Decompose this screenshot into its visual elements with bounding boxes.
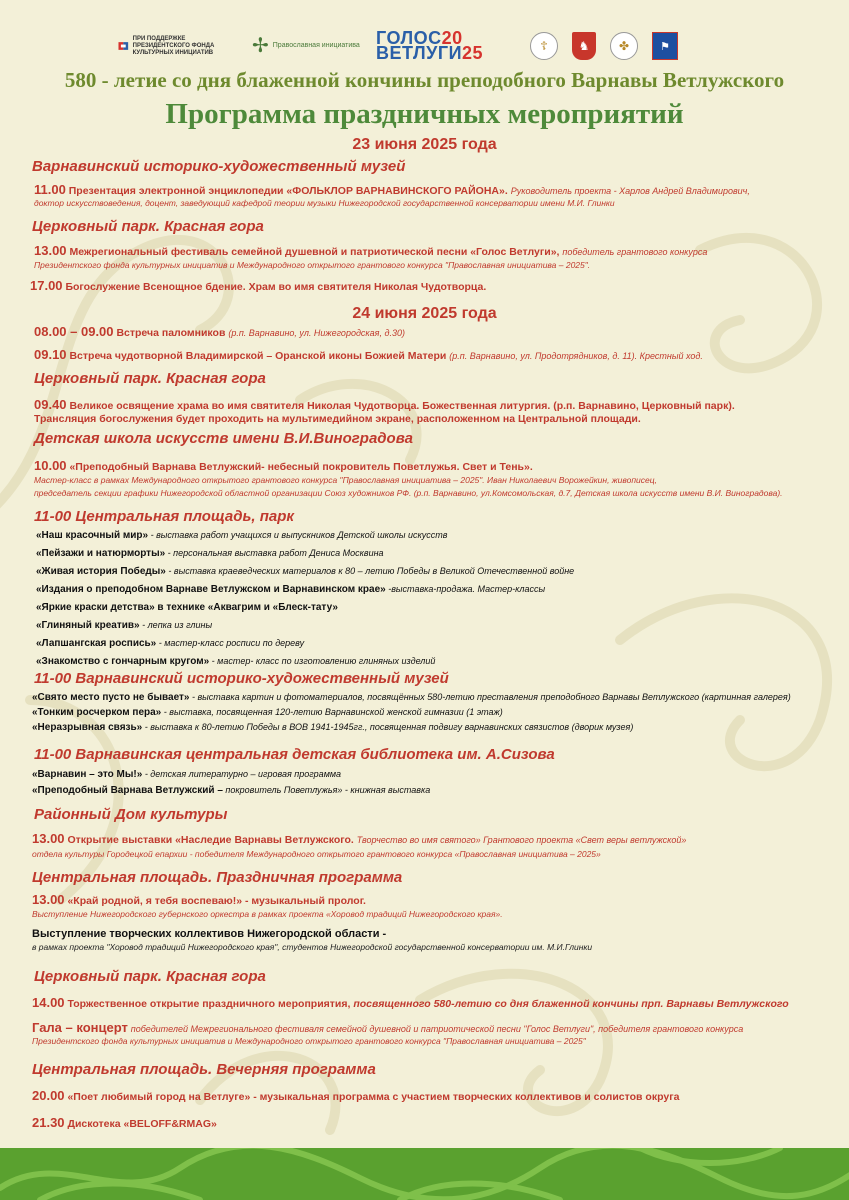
event-note: (р.п. Варнавино, ул. Продотрядников, д. 11). Крестный ход.: [449, 351, 703, 361]
event-time: 08.00 – 09.00: [34, 324, 114, 339]
event-text: «Поет любимый город на Ветлуге» - музыкальная программа с участием творческих коллективов и солистов округа: [67, 1091, 680, 1103]
day2-event-10: [32, 1088, 679, 1103]
day2-event-5: [32, 831, 686, 846]
event-time: 10.00: [34, 458, 67, 473]
exhibition-desc: - выставка к 80-летию Победы в ВОВ 1941-1945гг., посвященная подвигу варнавинских связистов (дворик музея): [142, 722, 634, 732]
sponsor-logos: [118, 26, 728, 66]
event-note: Творчество во имя святого» Грантового проекта «Свет веры ветлужской»: [356, 835, 687, 845]
event-time: 17.00: [30, 278, 63, 293]
day1-venue-park: Церковный парк. Красная гора: [32, 218, 264, 235]
event-note: победителей Межрегионального фестиваля семейной душевной и патриотической песни "Голос Ветлуги", победителя грантового конкурса: [130, 1024, 744, 1034]
library-item-title: «Преподобный Варнава Ветлужский –: [32, 785, 223, 796]
activity-item: [36, 530, 574, 548]
day2-date: 24 июня 2025 года: [352, 305, 497, 322]
day1-event-2-sub: Президентского фонда культурных инициатив и Международного открытого грантового конкурса "Православная инициатива – 2025".: [34, 260, 591, 270]
activity-title: «Живая история Победы»: [36, 566, 166, 577]
golos-word1: ГОЛОС: [376, 28, 442, 48]
golos-word2: ВЕТЛУГИ: [376, 43, 463, 63]
exhibition-item: [32, 707, 791, 722]
day2-event-6-sub: Выступление Нижегородского губернского оркестра в рамках проекта «Хоровод традиций Нижегородского края».: [32, 909, 503, 919]
footer-ornament: [0, 1148, 849, 1200]
event-text: Богослужение Всенощное бдение. Храм во имя святителя Николая Чудотворца.: [65, 281, 487, 293]
orthodox-logo-text: Православная инициатива: [272, 42, 360, 49]
day2-event-8: [32, 995, 789, 1010]
activity-desc: - мастер-класс росписи по дереву: [156, 638, 305, 648]
event-time: 14.00: [32, 995, 65, 1010]
library-item: [32, 785, 430, 801]
activity-item: [36, 638, 574, 656]
day2-event-4-sub1: Мастер-класс в рамках Международного открытого грантового конкурса "Православная инициатива – 2025". Иван Николаевич Ворожейкин, живописец,: [34, 475, 657, 485]
activity-title: «Пейзажи и натюрморты»: [36, 548, 166, 559]
presidential-fund-logo: [118, 35, 238, 57]
day2-event-3-line2: Трансляция богослужения будет проходить на мультимедийном экране, расположенном на Центральной площади.: [34, 413, 641, 425]
event-time: 13.00: [32, 892, 65, 907]
golos-year-b: 25: [462, 43, 484, 63]
event-note: (р.п. Варнавино, ул. Нижегородская, д.30): [228, 328, 405, 338]
event-text: Межрегиональный фестиваль семейной душевной и патриотической песни «Голос Ветлуги»,: [69, 246, 560, 258]
activity-item: [36, 620, 574, 638]
activity-desc: -выставка-продажа. Мастер-классы: [385, 584, 546, 594]
activity-title: «Издания о преподобном Варнаве Ветлужском и Варнавинском крае»: [36, 584, 386, 595]
fund-logo-text: ПРИ ПОДДЕРЖКЕ ПРЕЗИДЕНТСКОГО ФОНДА КУЛЬТУРНЫХ ИНИЦИАТИВ: [132, 35, 215, 56]
orthodox-initiative-logo: [252, 35, 362, 57]
day1-event-1-sub: доктор искусствоведения, доцент, заведующий кафедрой теории музыки Нижегородской государственной консерватории имени М.И. Глинки: [34, 198, 615, 208]
event-text: Дискотека «BELOFF&RMAG»: [67, 1118, 217, 1130]
day2-venue-art-school: Детская школа искусств имени В.И.Виноградова: [34, 430, 413, 447]
monastery-emblem-icon: ✤: [610, 32, 638, 60]
event-time: 20.00: [32, 1088, 65, 1103]
day2-venue-park: Церковный парк. Красная гора: [34, 370, 266, 387]
event-time: Гала – концерт: [32, 1020, 128, 1035]
day2-venue-evening-program: Центральная площадь. Вечерняя программа: [32, 1061, 376, 1078]
exhibition-desc: - выставка, посвященная 120-летию Варнавинской женской гимназии (1 этаж): [161, 707, 503, 717]
museum-exhibitions: [32, 692, 791, 737]
day2-event-9-sub: Президентского фонда культурных инициатив и Международного открытого грантового конкурса "Православная инициатива – 2025": [32, 1036, 586, 1046]
day2-event-1: [34, 324, 405, 339]
day2-event-5-sub: отдела культуры Городецкой епархии - победителя Международного открытого грантового конкурса «Православная инициатива – 2025»: [32, 849, 601, 859]
day2-venue-culture-house: Районный Дом культуры: [34, 806, 228, 823]
exhibition-title: «Свято место пусто не бывает»: [32, 692, 190, 703]
activity-title: «Знакомство с гончарным кругом»: [36, 656, 210, 667]
day2-event-11: [32, 1115, 217, 1130]
dove-icon: ✢: [252, 35, 269, 57]
day2-event-9: [32, 1020, 743, 1035]
exhibition-item: [32, 692, 791, 707]
activity-desc: - выставка работ учащихся и выпускников Детской школы искусств: [148, 530, 448, 540]
event-time: 09.10: [34, 347, 67, 362]
activity-item: [36, 602, 574, 620]
event-note: Руководитель проекта - Харлов Андрей Владимирович,: [510, 186, 750, 196]
event-time: 13.00: [34, 243, 67, 258]
day1-event-1: [34, 182, 750, 197]
day2-event-2: [34, 347, 703, 362]
event-text: «Край родной, я тебя воспеваю!» - музыкальный пролог.: [67, 895, 366, 907]
event-note: победитель грантового конкурса: [562, 247, 708, 257]
activity-title: «Глиняный креатив»: [36, 620, 140, 631]
day1-venue-museum: Варнавинский историко-художественный музей: [32, 158, 406, 175]
day2-venue-festive-program: Центральная площадь. Праздничная программа: [32, 869, 403, 886]
day2-venue-park-evening: Церковный парк. Красная гора: [34, 968, 266, 985]
exhibition-item: [32, 722, 791, 737]
day2-event-6: [32, 892, 366, 907]
event-text-2: посвященного 580-летию со дня блаженной кончины прп. Варнавы Ветлужского: [353, 998, 789, 1010]
region-coat-of-arms-icon: ♞: [572, 32, 596, 60]
day2-event-7-sub: в рамках проекта "Хоровод традиций Нижегородского края", студентов Нижегородской государственной консерватории им. М.И.Глинки: [32, 942, 593, 952]
poster-title: 580 - летие со дня блаженной кончины преподобного Варнавы Ветлужского: [64, 68, 785, 92]
poster-subtitle: Программа праздничных мероприятий: [165, 98, 684, 130]
fund-icon: [118, 35, 129, 57]
library-item: [32, 769, 430, 785]
library-item-desc: - детская литературно – игровая программа: [142, 769, 342, 779]
event-time: 09.40: [34, 397, 67, 412]
event-time: 13.00: [32, 831, 65, 846]
golos-year-a: 20: [441, 28, 463, 48]
event-time: 21.30: [32, 1115, 65, 1130]
event-text: Великое освящение храма во имя святителя Николая Чудотворца. Божественная литургия. (р.п. Варнавино, Церковный парк).: [69, 400, 735, 412]
church-emblem-icon: ☦: [530, 32, 558, 60]
activity-desc: - мастер- класс по изготовлению глиняных изделий: [209, 656, 436, 666]
event-text: Открытие выставки «Наследие Варнавы Ветлужского.: [67, 834, 354, 846]
activity-title: «Наш красочный мир»: [36, 530, 149, 541]
exhibition-desc: - выставка картин и фотоматериалов, посвящённых 580-летию преставления преподобного Варнавы Ветлужского (картинная галерея): [189, 692, 791, 702]
exhibition-title: «Неразрывная связь»: [32, 722, 143, 733]
day2-venue-central-square: 11-00 Центральная площадь, парк: [34, 508, 295, 525]
day2-venue-museum: 11-00 Варнавинский историко-художественный музей: [34, 670, 449, 687]
day1-event-2: [34, 243, 707, 258]
event-time: 11.00: [34, 182, 66, 197]
activity-title: «Яркие краски детства» в технике «Аквагрим и «Блеск-тату»: [36, 602, 338, 613]
leaf-pattern: [0, 1148, 849, 1200]
activity-item: [36, 566, 574, 584]
activity-desc: - выставка краеведческих материалов к 80 – летию Победы в Великой Отечественной войне: [165, 566, 575, 576]
event-text: Презентация электронной энциклопедии «ФОЛЬКЛОР ВАРНАВИНСКОГО РАЙОНА».: [68, 185, 508, 197]
day2-event-7: Выступление творческих коллективов Нижегородской области -: [32, 928, 387, 940]
day2-venue-library: 11-00 Варнавинская центральная детская библиотека им. А.Сизова: [34, 746, 555, 763]
event-text: «Преподобный Варнава Ветлужский- небесный покровитель Поветлужья. Свет и Тень».: [69, 461, 533, 473]
day1-event-3: [30, 278, 486, 293]
library-item-desc: покровитель Поветлужья» - книжная выставка: [222, 785, 431, 795]
exhibition-title: «Тонким росчерком пера»: [32, 707, 162, 718]
activity-item: [36, 584, 574, 602]
activity-item: [36, 548, 574, 566]
day1-date: 23 июня 2025 года: [352, 136, 497, 153]
central-square-activities: [36, 530, 574, 674]
golos-vetlugi-logo: [376, 28, 516, 63]
event-text: Встреча чудотворной Владимирской – Оранской иконы Божией Матери: [69, 350, 447, 362]
activity-title: «Лапшангская роспись»: [36, 638, 157, 649]
library-item-title: «Варнавин – это Мы!»: [32, 769, 143, 780]
library-events: [32, 769, 430, 801]
activity-desc: - персональная выставка работ Дениса Москвина: [165, 548, 384, 558]
event-text: Торжественное открытие праздничного мероприятия,: [67, 998, 351, 1010]
district-coat-of-arms-icon: ⚑: [652, 32, 678, 60]
activity-desc: - лепка из глины: [139, 620, 213, 630]
day2-event-4-sub2: председатель секции графики Нижегородской областной организации Союз художников РФ. (р.п. Варнавино, ул.Комсомольская, д.7, Детская школа искусств имени В.И. Виноградова).: [34, 488, 783, 498]
event-text: Встреча паломников: [116, 327, 226, 339]
day2-event-3: [34, 397, 735, 412]
day2-event-4: [34, 458, 533, 473]
